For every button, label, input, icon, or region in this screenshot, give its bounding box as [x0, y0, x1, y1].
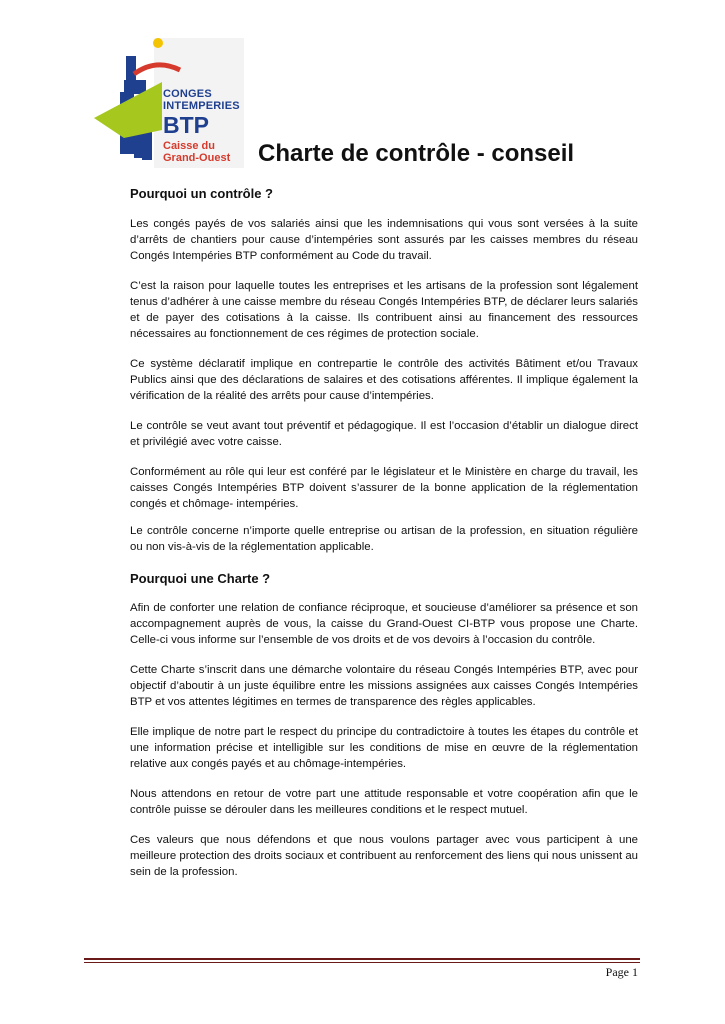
- footer-divider: [84, 958, 640, 960]
- logo-text-grand-ouest: Grand-Ouest: [163, 152, 231, 164]
- logo-text-intemperies: INTEMPERIES: [163, 100, 240, 112]
- paragraph: Le contrôle concerne n’importe quelle entreprise ou artisan de la profession, en situation régulière ou non vis-à-vis de la réglementation applicable.: [130, 525, 638, 553]
- logo-text-btp: BTP: [163, 112, 209, 138]
- section-heading-why-charter: Pourquoi une Charte ?: [130, 571, 271, 586]
- paragraph: Ce système déclaratif implique en contrepartie le contrôle des activités Bâtiment et/ou Travaux Publics ainsi que des déclarations de salaires et des cotisations afférentes. Il implique également la vérification de la réalité des arrêts pour cause d’intempéries.: [130, 358, 638, 402]
- page-number: Page 1: [605, 965, 638, 979]
- section-heading-why-control: Pourquoi un contrôle ?: [130, 186, 273, 201]
- document-title: Charte de contrôle - conseil: [258, 140, 575, 167]
- paragraph: C’est la raison pour laquelle toutes les entreprises et les artisans de la profession sont légalement tenus d’adhérer à une caisse membre du réseau Congés Intempéries BTP, de déclarer leurs salariés et de payer des cotisations à la caisse. Ils contribuent ainsi au financement des ressources nécessaires au fonctionnement de ces régimes de protection sociale.: [130, 280, 638, 340]
- footer-divider-thin: [84, 962, 640, 963]
- paragraph: Les congés payés de vos salariés ainsi que les indemnisations qui vous sont versées à la suite d’arrêts de chantiers pour cause d’intempéries sont assurés par les caisses membres du réseau Congés Intempéries BTP conformément au Code du travail.: [130, 218, 638, 262]
- paragraph: Elle implique de notre part le respect du principe du contradictoire à toutes les étapes du contrôle et une information précise et intelligible sur les conditions de mise en œuvre de la réglementation relative aux congés payés et au chômage-intempéries.: [130, 726, 638, 770]
- paragraph: Conformément au rôle qui leur est conféré par le législateur et le Ministère en charge du travail, les caisses Congés Intempéries BTP doivent s’assurer de la bonne application de la réglementation congés et chômage- intempéries.: [130, 466, 638, 510]
- document-body: [130, 186, 638, 894]
- paragraph: Le contrôle se veut avant tout préventif et pédagogique. Il est l’occasion d’établir un dialogue direct et privilégié avec votre caisse.: [130, 420, 638, 448]
- paragraph: Cette Charte s’inscrit dans une démarche volontaire du réseau Congés Intempéries BTP, avec pour objectif d’aboutir à un juste équilibre entre les missions assignées aux caisses Congés Intempéries BTP et vos attentes légitimes en termes de transparence des règles applicables.: [130, 664, 638, 708]
- paragraph: Nous attendons en retour de votre part une attitude responsable et votre coopération afin que le contrôle puisse se dérouler dans les meilleures conditions et le respect mutuel.: [130, 788, 638, 816]
- logo-text-conges: CONGES: [163, 88, 212, 100]
- paragraph: Ces valeurs que nous défendons et que nous voulons partager avec vous participent à une meilleure protection des droits sociaux et contribuent au renforcement des liens qui nous unissent au sein de la profession.: [130, 834, 638, 878]
- organization-logo: [94, 38, 244, 168]
- paragraph: Afin de conforter une relation de confiance réciproque, et soucieuse d’améliorer sa présence et son accompagnement auprès de vous, la caisse du Grand-Ouest CI-BTP vous propose une Charte. Celle-ci vous informe sur l’ensemble de vos droits et de vos devoirs à l’occasion du contrôle.: [130, 602, 638, 646]
- logo-text-caisse-du: Caisse du: [163, 140, 215, 152]
